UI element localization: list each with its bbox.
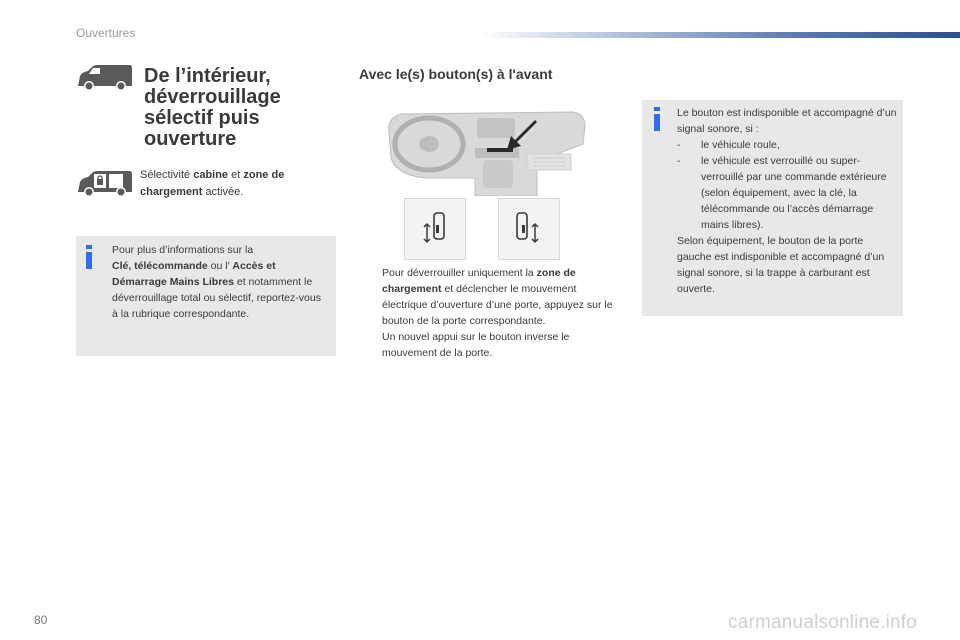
sel-zone: zone de chargement bbox=[140, 169, 285, 198]
dashboard-illustration bbox=[387, 104, 587, 196]
step1-rest: et déclencher le mouvement électrique d’ouverture d’une porte, appuyez sur le bouton de la porte correspondante. bbox=[382, 283, 613, 327]
page-title bbox=[144, 66, 344, 150]
right-door-button[interactable] bbox=[498, 198, 560, 260]
right-door-icon bbox=[499, 199, 559, 259]
step-text bbox=[382, 265, 624, 329]
left-door-icon bbox=[405, 199, 465, 259]
page-number: 80 bbox=[34, 613, 48, 627]
step-text: Un nouvel appui sur le bouton inverse le mouvement de la porte. bbox=[382, 331, 570, 359]
dash-symbol: - bbox=[677, 139, 681, 151]
step1-bold: zone de chargement bbox=[382, 267, 576, 295]
info-mid: ou l’ bbox=[207, 260, 233, 272]
van-icon bbox=[76, 64, 134, 92]
info-intro: Le bouton est indisponible et accompagné d’un signal sonore, si : bbox=[677, 107, 897, 135]
van-lock-icon bbox=[76, 170, 134, 198]
info-outro: Selon équipement, le bouton de la porte gauche est indisponible et accompagné d’un signal sonore, si la trappe à carburant est ouverte. bbox=[677, 235, 885, 295]
title-line: déverrouillage bbox=[144, 86, 281, 108]
step-bullet bbox=[359, 265, 382, 329]
dash-item bbox=[677, 137, 899, 153]
steps-list bbox=[359, 265, 624, 361]
dash-text: le véhicule est verrouillé ou super-verrouillé par une commande extérieure (selon équipement, avec la clé, la télécommande ou l’accès démarrage mains libres). bbox=[701, 155, 887, 231]
info-bold-key: Clé, télécommande bbox=[112, 260, 208, 272]
step-bullet bbox=[359, 329, 382, 361]
step-item bbox=[359, 329, 624, 361]
info-bold-access: Accès et Démarrage Mains Libres bbox=[112, 260, 276, 288]
info-icon bbox=[86, 252, 92, 269]
left-door-button[interactable] bbox=[404, 198, 466, 260]
sel-cabine: cabine bbox=[193, 169, 229, 181]
info-icon bbox=[654, 114, 660, 131]
title-line: ouverture bbox=[144, 128, 237, 150]
title-line: sélectif puis bbox=[144, 107, 260, 129]
sel-mid: et bbox=[228, 169, 244, 181]
header-bar bbox=[478, 32, 960, 38]
info-box-right bbox=[642, 100, 903, 316]
step1-prefix: Pour déverrouiller uniquement la bbox=[382, 267, 537, 279]
info-text-left bbox=[112, 242, 322, 322]
dash-text: le véhicule roule, bbox=[701, 139, 780, 151]
section-heading: Avec le(s) bouton(s) à l'avant bbox=[359, 66, 553, 82]
section-label: Ouvertures bbox=[76, 26, 136, 40]
sel-prefix: Sélectivité bbox=[140, 169, 194, 181]
watermark: carmanualsonline.info bbox=[728, 612, 918, 633]
sel-suffix: activée. bbox=[202, 186, 244, 198]
info-line: Pour plus d’informations sur la bbox=[112, 244, 254, 256]
dash-symbol: - bbox=[677, 155, 681, 167]
info-box-left bbox=[76, 236, 336, 356]
info-rest: et notamment le déverrouillage total ou sélectif, reportez-vous à la rubrique correspondante. bbox=[112, 276, 321, 320]
selectivite-text bbox=[140, 167, 340, 201]
dash-item bbox=[677, 153, 899, 233]
step-item bbox=[359, 265, 624, 329]
info-text-right bbox=[677, 105, 899, 297]
title-line: De l’intérieur, bbox=[144, 65, 271, 87]
